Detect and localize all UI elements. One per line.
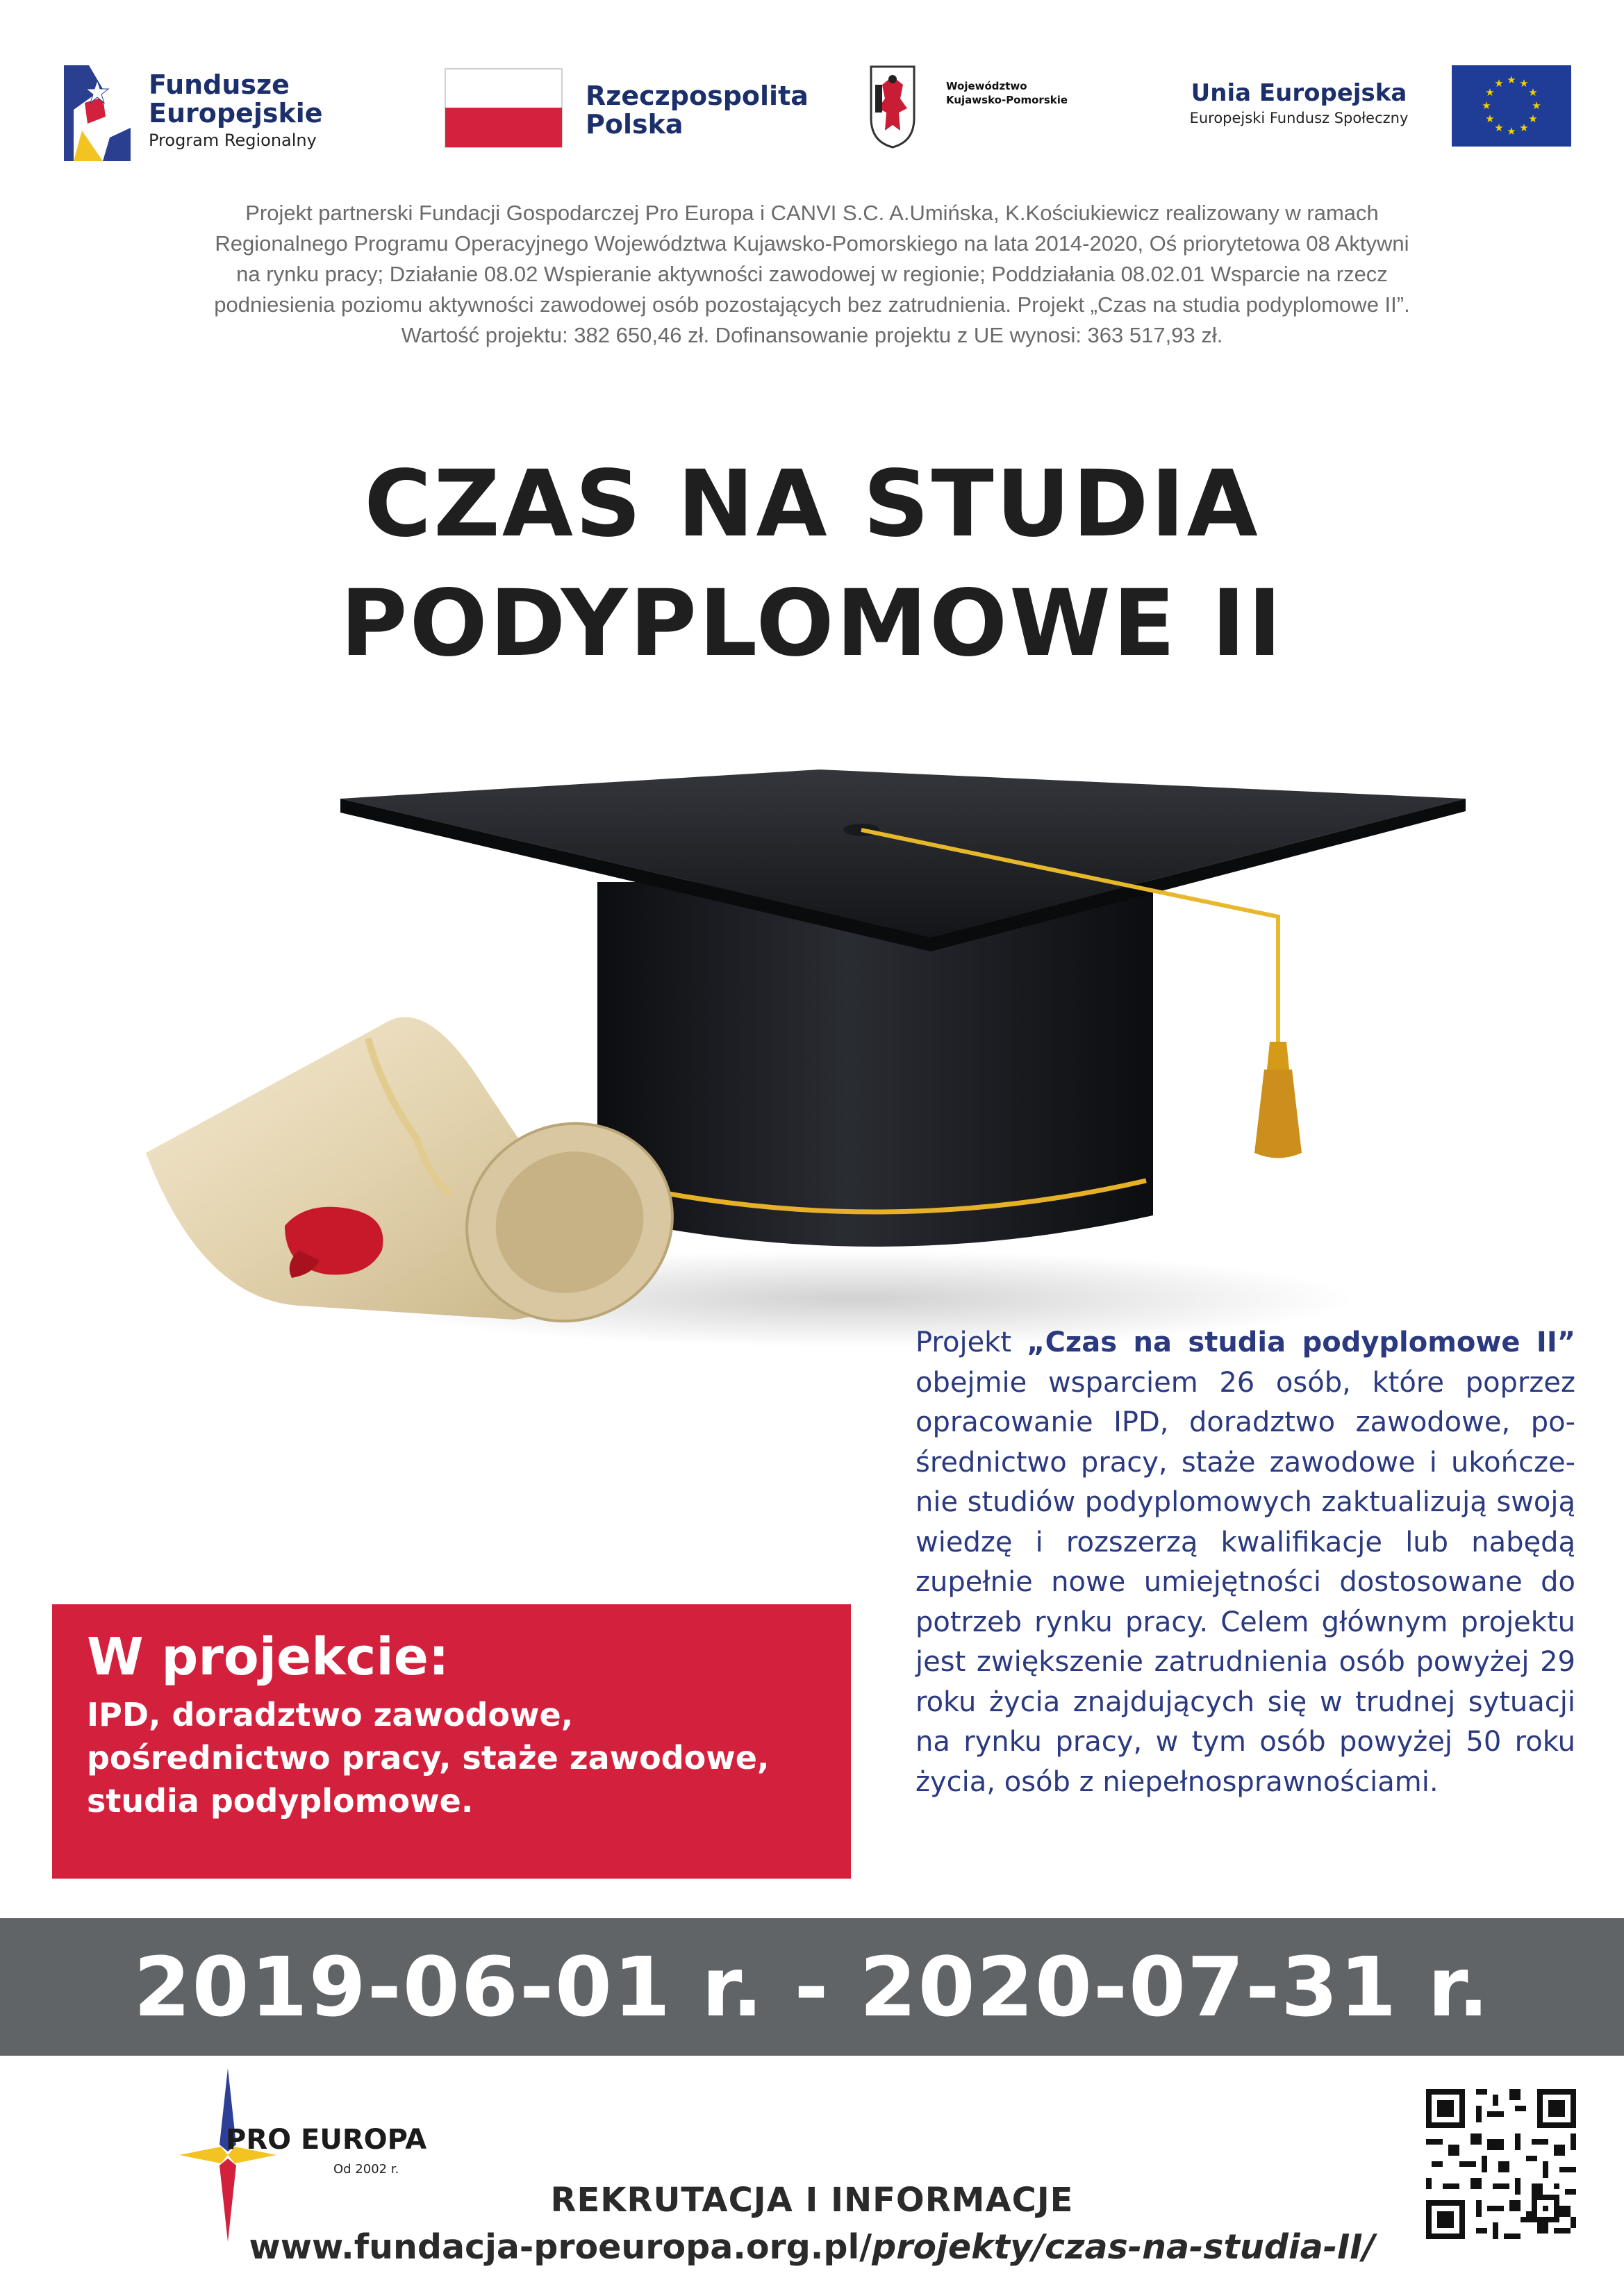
- project-description: [915, 1323, 1575, 1802]
- offer-line1: IPD, doradztwo zawodowe,: [87, 1696, 574, 1733]
- title-line1: CZAS NA STUDIA: [364, 451, 1260, 558]
- wkp-line1: Województwo: [946, 80, 1027, 92]
- rp-line1: Rzeczpospolita: [586, 81, 809, 111]
- offer-heading: W projekcie:: [87, 1627, 449, 1687]
- unia-europejska-text: [1167, 81, 1431, 126]
- svg-text:★: ★: [1532, 99, 1541, 112]
- rzeczpospolita-text: [586, 82, 809, 139]
- ue-line1: Unia Europejska: [1191, 79, 1407, 107]
- date-range-bar: [0, 1918, 1624, 2056]
- ue-line2: Europejski Fundusz Społeczny: [1189, 109, 1409, 126]
- svg-text:★: ★: [1507, 125, 1516, 138]
- logo-rzeczpospolita-polska: [445, 68, 809, 151]
- project-url-link[interactable]: [0, 2227, 1624, 2267]
- logo-fundusze-europejskie: [61, 61, 346, 165]
- offer-line3: studia podyplomowe.: [87, 1782, 474, 1820]
- fundusze-line2: Europejskie: [149, 98, 323, 129]
- description-prefix: Projekt: [915, 1326, 1027, 1358]
- project-info-line4: podniesienia poziomu aktywności zawodowej osób pozostających bez zatrudnienia. Projekt „Czas na studia podyplomowe II”.: [214, 292, 1410, 317]
- fundusze-line1: Fundusze: [149, 69, 290, 100]
- description-body: obejmie wsparciem 26 osób, które poprzez opracowanie IPD, doradztwo zawodowe, pośrednictwo pracy, staże zawodowe i ukończenie studiów podyplomowych zaktualizują swoją wiedzę i rozszerzą kwalifikacje lub nabędą zupełnie nowe umiejętności dostosowane do potrzeb rynku pracy. Celem głównym projektu jest zwiększenie zatrudnienia osób powyżej 29 roku życia znajdujących się w trudnej sytuacji na rynku pracy, w tym osób powyżej 50 roku życia, osób z niepełnosprawnościami.: [915, 1366, 1575, 1798]
- kujawsko-pomorskie-coat-of-arms-icon: [868, 64, 917, 149]
- pro-europa-since: Od 2002 r.: [333, 2162, 399, 2177]
- url-plain[interactable]: www.fundacja-proeuropa.org.pl/: [249, 2227, 872, 2267]
- project-info-line5: Wartość projektu: 382 650,46 zł. Dofinansowanie projektu z UE wynosi: 363 517,93 zł.: [401, 323, 1223, 347]
- qr-code-icon[interactable]: [1420, 2083, 1582, 2245]
- svg-text:★: ★: [1485, 86, 1495, 99]
- svg-text:★: ★: [1519, 77, 1529, 90]
- svg-text:★: ★: [1507, 74, 1516, 86]
- description-project-name: „Czas na studia podyplomowe II”: [1027, 1326, 1575, 1358]
- wkp-line2: Kujawsko-Pomorskie: [946, 94, 1068, 107]
- fundusze-europejskie-text: [149, 71, 323, 150]
- url-italic[interactable]: projekty/czas-na-studia-II/: [872, 2227, 1375, 2267]
- polish-flag-icon: [445, 68, 563, 148]
- project-info-line1: Projekt partnerski Fundacji Gospodarczej Pro Europa i CANVI S.C. A.Umińska, K.Kościukiewicz realizowany w ramach: [245, 201, 1379, 225]
- offer-list: [87, 1693, 851, 1822]
- title-line2: PODYPLOMOWE II: [340, 570, 1284, 677]
- svg-text:★: ★: [1494, 122, 1504, 134]
- project-info-line2: Regionalnego Programu Operacyjnego Województwa Kujawsko-Pomorskiego na lata 2014-2020, Oś priorytetowa 08 Aktywni: [215, 231, 1409, 256]
- svg-text:★: ★: [1494, 77, 1504, 90]
- logo-unia-europejska: [1167, 65, 1570, 156]
- page-title: [0, 444, 1624, 683]
- graduation-cap-and-diploma-illustration: [125, 764, 1486, 1361]
- svg-text:★: ★: [1528, 86, 1538, 99]
- date-range-text: 2019-06-01 r. - 2020-07-31 r.: [133, 1939, 1491, 2035]
- offer-line2: pośrednictwo pracy, staże zawodowe,: [87, 1739, 770, 1777]
- wojewodztwo-text: [946, 79, 1068, 108]
- svg-text:★: ★: [1519, 122, 1529, 134]
- pro-europa-name: PRO EUROPA: [226, 2124, 427, 2156]
- svg-text:★: ★: [1528, 113, 1538, 125]
- rp-line2: Polska: [586, 109, 683, 140]
- svg-text:★: ★: [1485, 113, 1495, 125]
- recruitment-heading: REKRUTACJA I INFORMACJE: [550, 2181, 1074, 2220]
- eu-flag-icon: [1452, 65, 1571, 147]
- logo-wojewodztwo-kujawsko-pomorskie: [868, 64, 1097, 154]
- fundusze-line3: Program Regionalny: [149, 131, 317, 151]
- project-offer-box: [52, 1604, 851, 1879]
- tassel-knot: [1267, 1042, 1289, 1070]
- tassel: [1254, 1070, 1302, 1158]
- project-info-paragraph: [90, 198, 1534, 351]
- fundusze-europejskie-emblem-icon: [61, 61, 136, 165]
- project-info-line3: na rynku pracy; Działanie 08.02 Wspieranie aktywności zawodowej w regionie; Poddziałania 08.02.01 Wsparcie na rzecz: [236, 262, 1388, 286]
- svg-text:★: ★: [1482, 99, 1491, 112]
